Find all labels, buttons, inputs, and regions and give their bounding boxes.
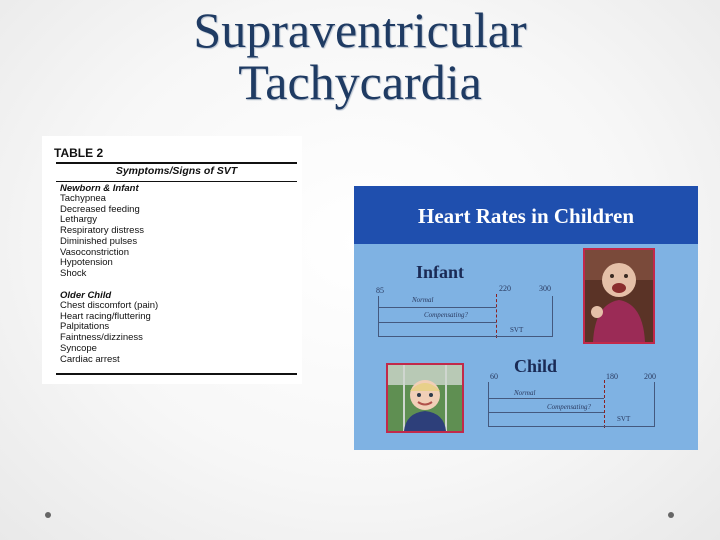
child-tick-low: 60 <box>490 372 498 381</box>
slide-decoration-dot-right <box>668 512 674 518</box>
list-item: Hypotension <box>60 257 113 269</box>
infant-threshold-marker <box>496 294 497 338</box>
slide-title <box>0 4 720 108</box>
infant-compensating-label: Compensating? <box>424 311 468 319</box>
table-rule-bottom <box>56 373 297 375</box>
infant-normal-label: Normal <box>412 296 434 304</box>
infant-normal-line <box>378 307 496 308</box>
infant-label: Infant <box>416 262 465 282</box>
table-group-title: Newborn & Infant <box>60 183 139 194</box>
table-group-title: Older Child <box>60 290 112 301</box>
list-item: Diminished pulses <box>60 235 138 247</box>
child-photo <box>386 363 464 433</box>
child-axis-right <box>654 382 655 427</box>
child-label: Child <box>514 356 558 376</box>
list-item: Chest discomfort (pain) <box>60 300 159 311</box>
child-compensating-line <box>488 412 604 413</box>
list-item: Tachypnea <box>60 193 106 204</box>
child-axis-left <box>488 382 489 427</box>
slide-title-line-1: Supraventricular <box>193 2 527 58</box>
table-group-items <box>60 301 158 365</box>
infant-compensating-line <box>378 322 496 323</box>
table-rule-heading <box>56 181 297 182</box>
child-svt-line <box>488 426 654 427</box>
infant-svt-line <box>378 336 553 337</box>
infant-photo-image <box>585 250 653 342</box>
list-item: Palpitations <box>60 321 110 333</box>
infant-tick-high: 300 <box>539 284 551 293</box>
child-tick-mid: 180 <box>606 372 618 381</box>
table-rule-top <box>56 162 297 164</box>
table-group-items <box>60 194 144 280</box>
infant-tick-low: 85 <box>376 286 384 295</box>
infant-photo <box>583 248 655 344</box>
child-photo-image <box>388 365 462 431</box>
list-item: Lethargy <box>60 214 97 226</box>
child-tick-high: 200 <box>644 372 656 381</box>
slide-title-line-2: Tachycardia <box>238 54 482 110</box>
infant-tick-mid: 220 <box>499 284 511 293</box>
list-item: Respiratory distress <box>60 225 144 237</box>
infant-axis-left <box>378 296 379 336</box>
infant-svt-label: SVT <box>510 326 524 334</box>
heart-rates-panel <box>354 186 698 450</box>
list-item: Vasoconstriction <box>60 246 129 258</box>
list-item: Faintness/dizziness <box>60 332 143 344</box>
slide-decoration-dot-left <box>45 512 51 518</box>
list-item: Decreased feeding <box>60 203 140 215</box>
infant-axis-right <box>552 296 553 336</box>
table-heading: Symptoms/Signs of SVT <box>115 165 238 177</box>
list-item: Syncope <box>60 342 97 354</box>
child-normal-line <box>488 398 604 399</box>
list-item: Cardiac arrest <box>60 353 120 365</box>
child-svt-label: SVT <box>617 415 631 423</box>
list-item: Heart racing/fluttering <box>60 310 151 322</box>
list-item: Shock <box>60 267 87 279</box>
heart-rates-title: Heart Rates in Children <box>417 204 635 228</box>
child-threshold-marker <box>604 380 605 428</box>
table-label: TABLE 2 <box>54 146 104 160</box>
child-normal-label: Normal <box>514 389 536 397</box>
svt-symptoms-table <box>42 136 302 384</box>
child-compensating-label: Compensating? <box>547 403 591 411</box>
